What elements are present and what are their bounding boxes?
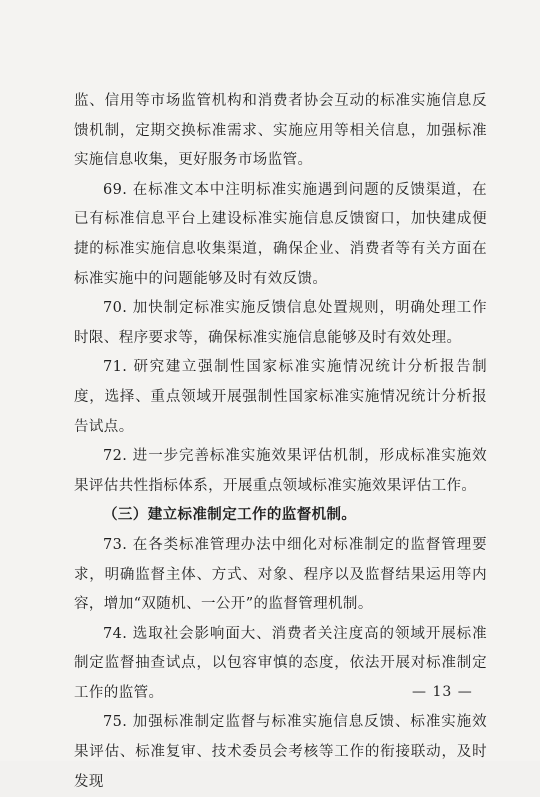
paragraph-item-75: 75. 加强标准制定监督与标准实施信息反馈、标准实施效果评估、标准复审、技术委员会考核等工作的衔接联动，及时发现 [74, 714, 487, 790]
page-number: — 13 — [412, 684, 473, 700]
paragraph-item-73: 73. 在各类标准管理办法中细化对标准制定的监督管理要求，明确监督主体、方式、对象、程序以及监督结果运用等内容，增加“双随机、一公开”的监督管理机制。 [74, 536, 487, 613]
paragraph-item-71: 71. 研究建立强制性国家标准实施情况统计分析报告制度，选择、重点领域开展强制性国家标准实施情况统计分析报告试点。 [74, 359, 487, 435]
paragraph-continuation: 监、信用等市场监管机构和消费者协会互动的标准实施信息反馈机制，定期交换标准需求、实施应用等相关信息，加强标准实施信息收集，更好服务市场监管。 [74, 93, 487, 169]
section-heading: （三）建立标准制定工作的监督机制。 [103, 507, 357, 524]
paragraph-item-74: 74. 选取社会影响面大、消费者关注度高的领域开展标准制定监督抽查试点，以包容审慎的态度，依法开展对标准制定工作的监管。 [74, 625, 487, 701]
paragraph-item-72: 72. 进一步完善标准实施效果评估机制，形成标准实施效果评估共性指标体系，开展重点领域标准实施效果评估工作。 [74, 448, 487, 494]
paragraph-item-70: 70. 加快制定标准实施反馈信息处置规则，明确处理工作时限、程序要求等，确保标准实施信息能够及时有效处理。 [74, 300, 487, 346]
paragraph-item-69: 69. 在标准文本中注明标准实施遇到问题的反馈渠道，在已有标准信息平台上建设标准实施信息反馈窗口，加快建成便捷的标准实施信息收集渠道，确保企业、消费者等有关方面在标准实施中的问题能够及时有效反馈。 [74, 181, 487, 287]
